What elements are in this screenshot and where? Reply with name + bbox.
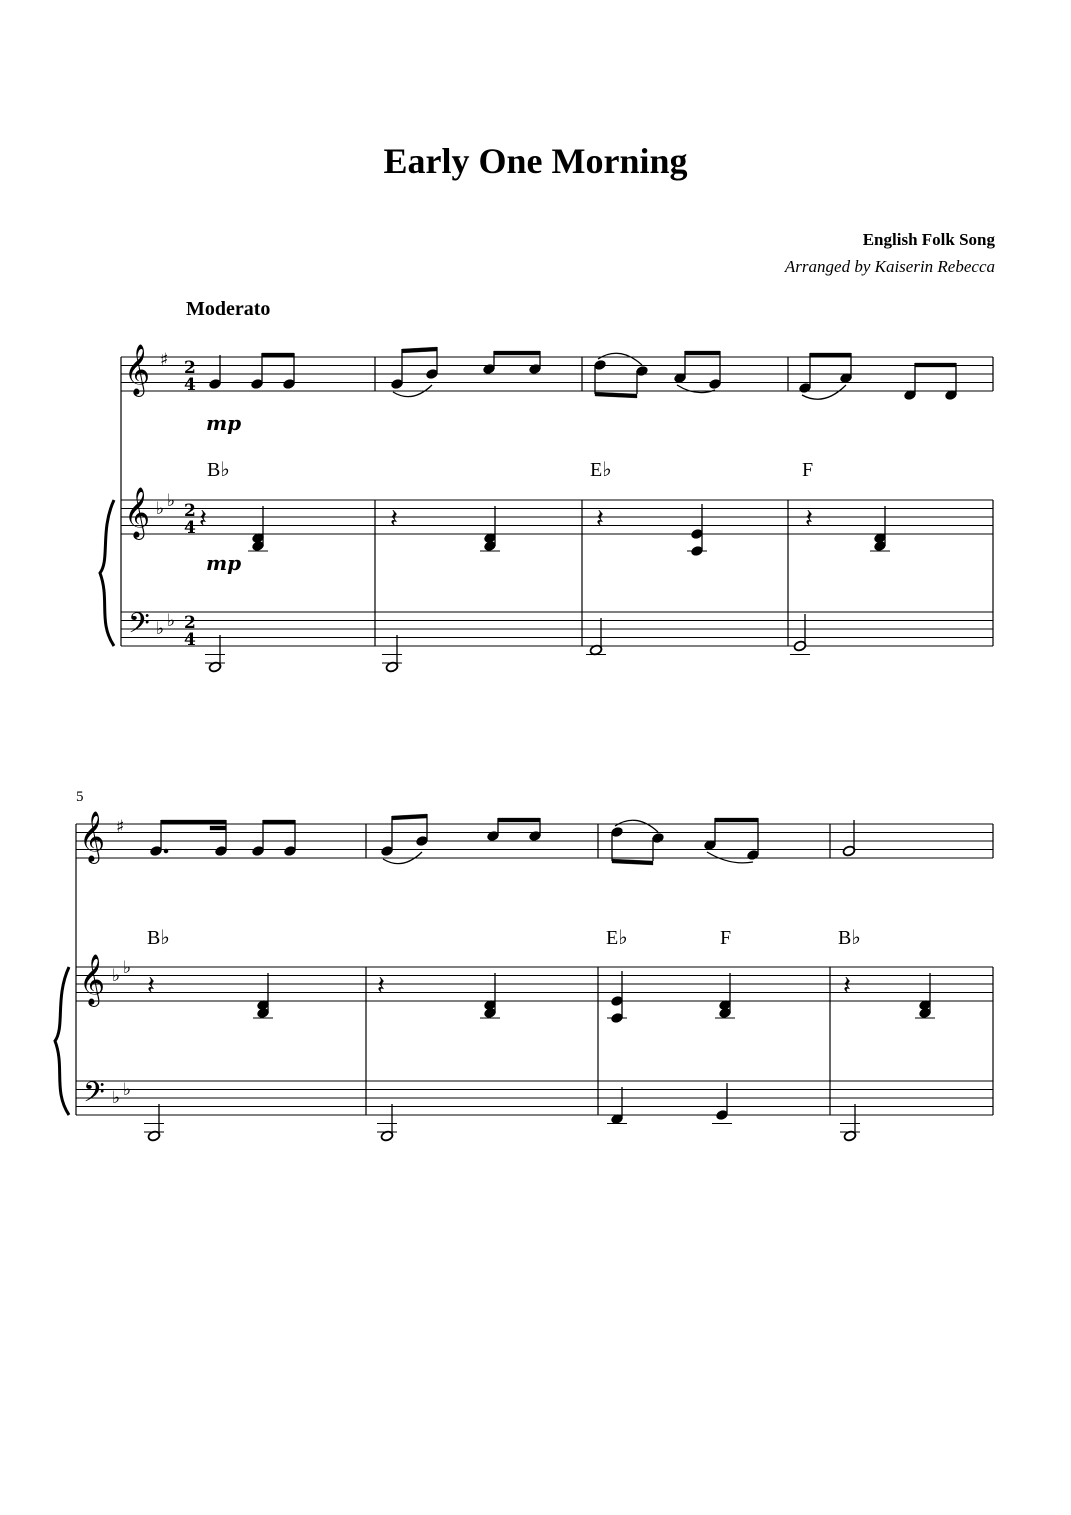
flat-sign: ♭ [156, 499, 165, 519]
grand-staff-brace [55, 967, 69, 1115]
flat-sign: ♭ [167, 491, 176, 511]
chord-symbol: B♭ [207, 459, 230, 481]
time-signature-numerator: 2 [184, 613, 196, 633]
beam [595, 392, 637, 398]
bass-clef: 𝄢 [83, 1076, 105, 1116]
time-signature-numerator: 2 [184, 501, 196, 521]
arranger-credit: Arranged by Kaiserin Rebecca [784, 257, 995, 276]
quarter-rest: 𝄽 [147, 971, 155, 1001]
quarter-rest: 𝄽 [805, 504, 813, 534]
sharp-sign: ♯ [116, 817, 125, 837]
flat-sign: ♭ [123, 958, 132, 978]
chord-symbol: B♭ [147, 927, 170, 949]
dynamic-mp-piano: mp [206, 551, 242, 575]
beam [262, 353, 294, 357]
tempo-marking: Moderato [186, 298, 271, 320]
beam [915, 363, 956, 367]
bass-clef: 𝄢 [128, 607, 150, 647]
chord-symbol: E♭ [606, 927, 628, 949]
beam [715, 818, 758, 822]
dot [164, 849, 168, 853]
chord-symbol: F [802, 459, 814, 481]
composer-credit: English Folk Song [862, 230, 995, 249]
sharp-sign: ♯ [160, 350, 169, 370]
treble-clef: 𝄞 [79, 811, 106, 862]
time-signature-denominator: 4 [184, 518, 196, 538]
beam [210, 826, 226, 830]
grand-staff-brace [100, 500, 114, 646]
time-signature-numerator: 2 [184, 358, 196, 378]
flat-sign: ♭ [156, 619, 165, 639]
chord-symbol: F [720, 927, 732, 949]
flat-sign: ♭ [112, 966, 121, 986]
beam [161, 820, 226, 824]
quarter-rest: 𝄽 [377, 971, 385, 1001]
score-title: Early One Morning [383, 141, 688, 181]
flat-sign: ♭ [112, 1088, 121, 1108]
quarter-rest: 𝄽 [843, 971, 851, 1001]
beam [494, 351, 540, 355]
flat-sign: ♭ [167, 611, 176, 631]
treble-clef: 𝄞 [124, 344, 151, 395]
quarter-rest: 𝄽 [596, 504, 604, 534]
quarter-rest: 𝄽 [199, 504, 207, 534]
beam [498, 818, 540, 822]
beam [263, 820, 295, 824]
treble-clef: 𝄞 [124, 487, 151, 538]
beam [685, 351, 720, 355]
treble-clef: 𝄞 [79, 954, 106, 1005]
slur [707, 852, 753, 863]
beam [810, 353, 851, 357]
dynamic-mp-melody: mp [206, 411, 242, 435]
time-signature-denominator: 4 [184, 630, 196, 650]
beam [612, 859, 653, 865]
flat-sign: ♭ [123, 1080, 132, 1100]
quarter-rest: 𝄽 [390, 504, 398, 534]
time-signature-denominator: 4 [184, 375, 196, 395]
chord-symbol: B♭ [838, 927, 861, 949]
chord-symbol: E♭ [590, 459, 612, 481]
beam [392, 814, 427, 820]
beam [402, 347, 437, 353]
measure-number: 5 [76, 789, 84, 805]
